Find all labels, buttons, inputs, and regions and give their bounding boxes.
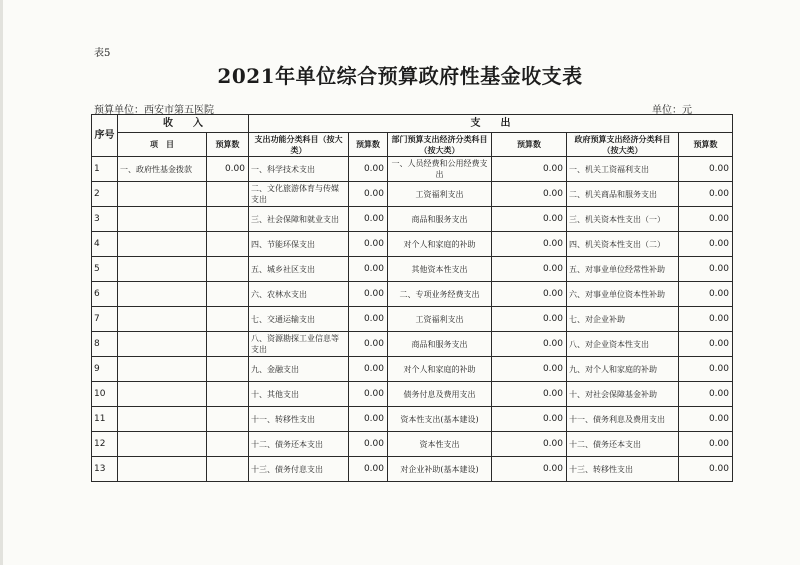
gov-econ-amount: 0.00 <box>679 457 733 482</box>
gov-econ-amount: 0.00 <box>679 232 733 257</box>
gov-econ-item: 十一、债务利息及费用支出 <box>567 407 679 432</box>
gov-econ-item: 六、对事业单位资本性补助 <box>567 282 679 307</box>
income-item <box>118 307 207 332</box>
func-class-amount: 0.00 <box>349 357 388 382</box>
dept-econ-amount: 0.00 <box>492 307 567 332</box>
dept-econ-item: 一、人员经费和公用经费支出 <box>388 157 492 182</box>
func-class-amount: 0.00 <box>349 282 388 307</box>
func-class-item: 九、金融支出 <box>249 357 349 382</box>
dept-econ-amount: 0.00 <box>492 407 567 432</box>
table-row <box>92 457 733 482</box>
func-class-item: 十二、债务还本支出 <box>249 432 349 457</box>
table-row <box>92 432 733 457</box>
income-amount <box>207 282 249 307</box>
header-gov-econ-class: 政府预算支出经济分类科目（按大类） <box>567 133 679 157</box>
row-number: 11 <box>92 407 118 432</box>
income-item: 一、政府性基金拨款 <box>118 157 207 182</box>
dept-econ-item: 债务付息及费用支出 <box>388 382 492 407</box>
func-class-item: 十、其他支出 <box>249 382 349 407</box>
table-row <box>92 157 733 182</box>
income-item <box>118 332 207 357</box>
gov-econ-amount: 0.00 <box>679 282 733 307</box>
table-row <box>92 382 733 407</box>
header-func-class: 支出功能分类科目（按大类） <box>249 133 349 157</box>
gov-econ-amount: 0.00 <box>679 182 733 207</box>
table-row <box>92 407 733 432</box>
row-number: 6 <box>92 282 118 307</box>
table-row <box>92 182 733 207</box>
income-item <box>118 232 207 257</box>
gov-econ-item: 八、对企业资本性支出 <box>567 332 679 357</box>
dept-econ-item: 商品和服务支出 <box>388 332 492 357</box>
header-income: 收 入 <box>118 115 249 133</box>
income-amount <box>207 357 249 382</box>
gov-econ-item: 四、机关资本性支出（二） <box>567 232 679 257</box>
func-class-item: 十三、债务付息支出 <box>249 457 349 482</box>
dept-econ-amount: 0.00 <box>492 207 567 232</box>
dept-econ-item: 对企业补助(基本建设) <box>388 457 492 482</box>
func-class-amount: 0.00 <box>349 157 388 182</box>
gov-econ-amount: 0.00 <box>679 307 733 332</box>
func-class-item: 四、节能环保支出 <box>249 232 349 257</box>
row-number: 10 <box>92 382 118 407</box>
income-amount <box>207 432 249 457</box>
gov-econ-item: 十二、债务还本支出 <box>567 432 679 457</box>
income-amount <box>207 407 249 432</box>
header-seq: 序号 <box>92 115 118 157</box>
dept-econ-item: 工资福利支出 <box>388 307 492 332</box>
header-dept-econ-class: 部门预算支出经济分类科目（按大类） <box>388 133 492 157</box>
income-item <box>118 407 207 432</box>
table-row <box>92 257 733 282</box>
row-number: 12 <box>92 432 118 457</box>
func-class-amount: 0.00 <box>349 232 388 257</box>
income-amount <box>207 257 249 282</box>
income-item <box>118 432 207 457</box>
gov-econ-item: 五、对事业单位经常性补助 <box>567 257 679 282</box>
income-amount <box>207 207 249 232</box>
gov-econ-amount: 0.00 <box>679 207 733 232</box>
gov-econ-item: 九、对个人和家庭的补助 <box>567 357 679 382</box>
dept-econ-item: 对个人和家庭的补助 <box>388 357 492 382</box>
gov-econ-amount: 0.00 <box>679 357 733 382</box>
gov-econ-item: 一、机关工资福利支出 <box>567 157 679 182</box>
dept-econ-item: 其他资本性支出 <box>388 257 492 282</box>
func-class-item: 二、文化旅游体育与传媒支出 <box>249 182 349 207</box>
func-class-amount: 0.00 <box>349 307 388 332</box>
income-amount: 0.00 <box>207 157 249 182</box>
header-row-top <box>92 115 733 133</box>
gov-econ-item: 二、机关商品和服务支出 <box>567 182 679 207</box>
header-row-sub <box>92 133 733 157</box>
func-class-item: 七、交通运输支出 <box>249 307 349 332</box>
budget-table <box>91 114 733 482</box>
dept-econ-amount: 0.00 <box>492 432 567 457</box>
row-number: 3 <box>92 207 118 232</box>
table-row <box>92 282 733 307</box>
func-class-amount: 0.00 <box>349 182 388 207</box>
income-amount <box>207 182 249 207</box>
income-item <box>118 257 207 282</box>
func-class-item: 八、资源勘探工业信息等支出 <box>249 332 349 357</box>
income-item <box>118 457 207 482</box>
income-amount <box>207 457 249 482</box>
func-class-item: 十一、转移性支出 <box>249 407 349 432</box>
func-class-amount: 0.00 <box>349 432 388 457</box>
gov-econ-amount: 0.00 <box>679 432 733 457</box>
table-row <box>92 357 733 382</box>
income-amount <box>207 382 249 407</box>
row-number: 8 <box>92 332 118 357</box>
budget-unit-label: 预算单位：西安市第五医院 <box>94 105 214 116</box>
header-budget-dept: 预算数 <box>492 133 567 157</box>
dept-econ-amount: 0.00 <box>492 182 567 207</box>
header-budget-func: 预算数 <box>349 133 388 157</box>
gov-econ-amount: 0.00 <box>679 332 733 357</box>
func-class-amount: 0.00 <box>349 382 388 407</box>
page-title: 2021年单位综合预算政府性基金收支表 <box>217 64 583 88</box>
row-number: 13 <box>92 457 118 482</box>
income-item <box>118 382 207 407</box>
row-number: 1 <box>92 157 118 182</box>
gov-econ-item: 七、对企业补助 <box>567 307 679 332</box>
gov-econ-item: 十三、转移性支出 <box>567 457 679 482</box>
table-row <box>92 232 733 257</box>
table-row <box>92 332 733 357</box>
income-item <box>118 207 207 232</box>
income-amount <box>207 332 249 357</box>
func-class-amount: 0.00 <box>349 457 388 482</box>
header-item: 项 目 <box>118 133 207 157</box>
dept-econ-item: 二、专项业务经费支出 <box>388 282 492 307</box>
func-class-amount: 0.00 <box>349 332 388 357</box>
func-class-item: 五、城乡社区支出 <box>249 257 349 282</box>
func-class-amount: 0.00 <box>349 207 388 232</box>
gov-econ-amount: 0.00 <box>679 407 733 432</box>
dept-econ-amount: 0.00 <box>492 382 567 407</box>
income-amount <box>207 232 249 257</box>
table-row <box>92 307 733 332</box>
func-class-amount: 0.00 <box>349 407 388 432</box>
header-expense: 支 出 <box>249 115 733 133</box>
dept-econ-amount: 0.00 <box>492 282 567 307</box>
currency-unit-label: 单位：元 <box>652 105 692 116</box>
table-number: 表5 <box>94 48 111 59</box>
dept-econ-item: 资本性支出 <box>388 432 492 457</box>
row-number: 5 <box>92 257 118 282</box>
dept-econ-item: 资本性支出(基本建设) <box>388 407 492 432</box>
dept-econ-amount: 0.00 <box>492 257 567 282</box>
dept-econ-item: 工资福利支出 <box>388 182 492 207</box>
row-number: 2 <box>92 182 118 207</box>
income-amount <box>207 307 249 332</box>
row-number: 9 <box>92 357 118 382</box>
table-row <box>92 207 733 232</box>
func-class-amount: 0.00 <box>349 257 388 282</box>
gov-econ-amount: 0.00 <box>679 157 733 182</box>
func-class-item: 一、科学技术支出 <box>249 157 349 182</box>
income-item <box>118 357 207 382</box>
func-class-item: 三、社会保障和就业支出 <box>249 207 349 232</box>
gov-econ-item: 十、对社会保障基金补助 <box>567 382 679 407</box>
income-item <box>118 182 207 207</box>
gov-econ-amount: 0.00 <box>679 382 733 407</box>
header-budget-income: 预算数 <box>207 133 249 157</box>
gov-econ-item: 三、机关资本性支出（一） <box>567 207 679 232</box>
dept-econ-amount: 0.00 <box>492 457 567 482</box>
dept-econ-item: 商品和服务支出 <box>388 207 492 232</box>
func-class-item: 六、农林水支出 <box>249 282 349 307</box>
income-item <box>118 282 207 307</box>
dept-econ-amount: 0.00 <box>492 157 567 182</box>
gov-econ-amount: 0.00 <box>679 257 733 282</box>
dept-econ-amount: 0.00 <box>492 232 567 257</box>
dept-econ-amount: 0.00 <box>492 332 567 357</box>
dept-econ-item: 对个人和家庭的补助 <box>388 232 492 257</box>
row-number: 4 <box>92 232 118 257</box>
dept-econ-amount: 0.00 <box>492 357 567 382</box>
header-budget-gov: 预算数 <box>679 133 733 157</box>
row-number: 7 <box>92 307 118 332</box>
